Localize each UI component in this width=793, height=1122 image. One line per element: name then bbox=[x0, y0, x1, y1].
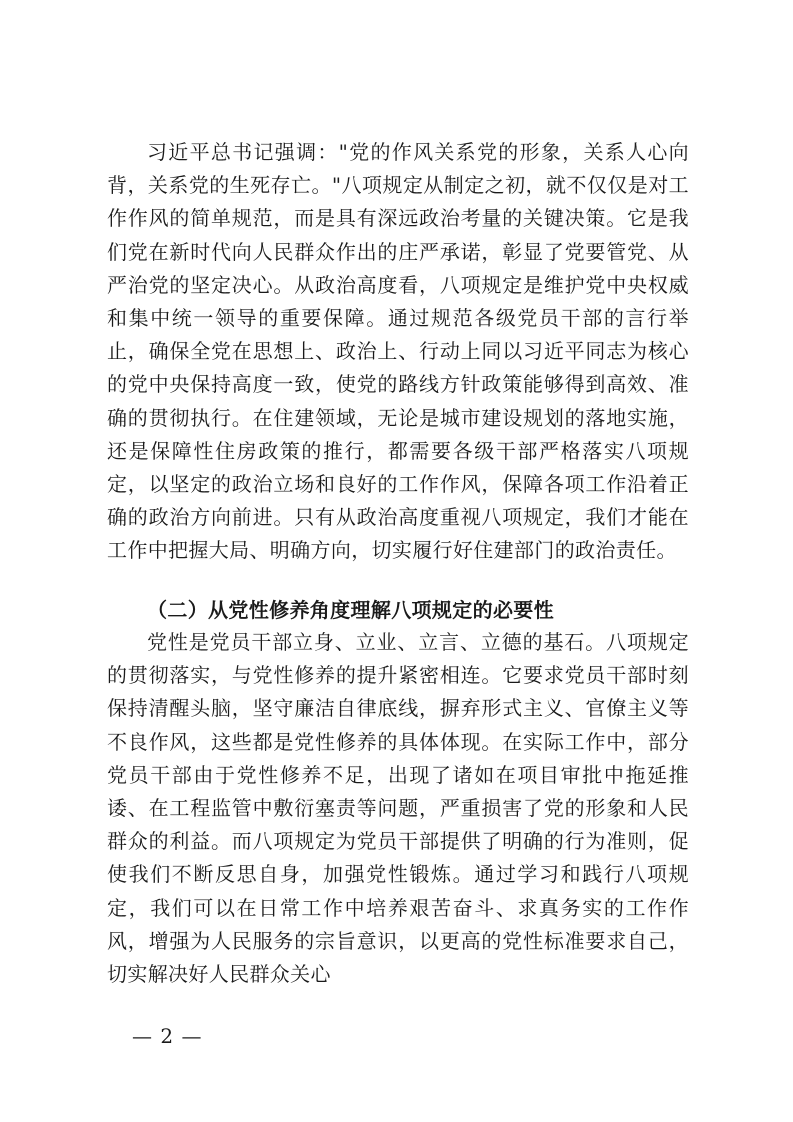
body-paragraph: 习近平总书记强调："党的作风关系党的形象，关系人心向背，关系党的生死存亡。"八项规定从制定之初，就不仅仅是对工作作风的简单规范，而是具有深远政治考量的关键决策。它是我们党在新时代向人民群众作出的庄严承诺，彰显了党要管党、从严治党的坚定决心。从政治高度看，八项规定是维护党中央权威和集中统一领导的重要保障。通过规范各级党员干部的言行举止，确保全党在思想上、政治上、行动上同以习近平同志为核心的党中央保持高度一致，使党的路线方针政策能够得到高效、准确的贯彻执行。在住建领域，无论是城市建设规划的落地实施，还是保障性住房政策的推行，都需要各级干部严格落实八项规定，以坚定的政治立场和良好的工作作风，保障各项工作沿着正确的政治方向前进。只有从政治高度重视八项规定，我们才能在工作中把握大局、明确方向，切实履行好住建部门的政治责任。 bbox=[107, 140, 689, 563]
body-paragraph: 党性是党员干部立身、立业、立言、立德的基石。八项规定的贯彻落实，与党性修养的提升紧密相连。它要求党员干部时刻保持清醒头脑，坚守廉洁自律底线，摒弃形式主义、官僚主义等不良作风，这些都是党性修养的具体体现。在实际工作中，部分党员干部由于党性修养不足，出现了诸如在项目审批中拖延推诿、在工程监管中敷衍塞责等问题，严重损害了党的形象和人民群众的利益。而八项规定为党员干部提供了明确的行为准则，促使我们不断反思自身，加强党性锻炼。通过学习和践行八项规定，我们可以在日常工作中培养艰苦奋斗、求真务实的工作作风，增强为人民服务的宗旨意识，以更高的党性标准要求自己，切实解决好人民群众关心 bbox=[107, 630, 689, 987]
page-number: — 2 — bbox=[132, 1024, 203, 1048]
section-heading: （二）从党性修养角度理解八项规定的必要性 bbox=[147, 598, 554, 622]
body-paragraph-block-2 bbox=[107, 626, 689, 991]
body-paragraph-block-1 bbox=[107, 136, 689, 568]
